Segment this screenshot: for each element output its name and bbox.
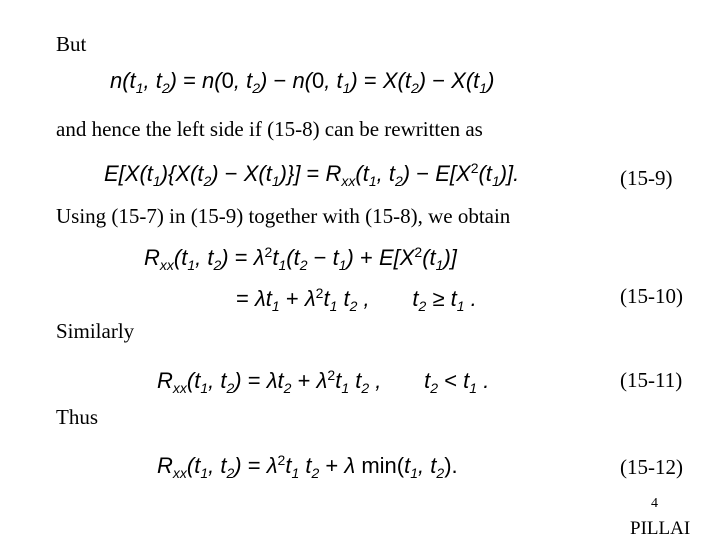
text-similarly: Similarly (56, 319, 135, 343)
text-using: Using (15-7) in (15-9) together with (15-8), we obtain (56, 204, 511, 228)
equation-15-9: $E[X(t_1)\{X(t_2) - X(t_1)\}] = R_{xx}(t_1$, $t_2) - E[X^2(t_1)]$. (104, 160, 520, 189)
equation-n-increment: $n(t_1$, $t_2) = n(0$, $t_2) - n(0$, $t_1) = X(t_2) - X(t_1)$ (110, 68, 495, 96)
equation-15-10-line1: $R_{xx}(t_1$, $t_2) = \lambda^2t_1(t_2 - t_1) + E[X^2(t_1)]$ (144, 244, 457, 273)
equation-15-10-line2: = $\lambda t_1 + \lambda^2t_1$ $t_2$ , $t_2 \ge t_1$ . (236, 285, 477, 314)
text-thus: Thus (56, 405, 98, 429)
page-number: 4 (651, 496, 658, 511)
equation-label-15-9: (15-9) (620, 166, 673, 190)
equation-15-11: $R_{xx}(t_1$, $t_2) = \lambda t_2 + \lambda^2t_1$ $t_2$ , $t_2 < t_1$ . (157, 367, 490, 396)
footer-author: PILLAI (630, 518, 691, 539)
equation-15-12: $R_{xx}(t_1$, $t_2) = \lambda^2t_1$ $t_2 + \lambda$ $\min(t_1$, $t_2$). (157, 452, 458, 481)
text-but: But (56, 32, 87, 56)
equation-label-15-10: (15-10) (620, 284, 683, 308)
equation-label-15-12: (15-12) (620, 455, 683, 479)
text-and-hence: and hence the left side if (15-8) can be rewritten as (56, 117, 483, 141)
equation-label-15-11: (15-11) (620, 368, 683, 392)
